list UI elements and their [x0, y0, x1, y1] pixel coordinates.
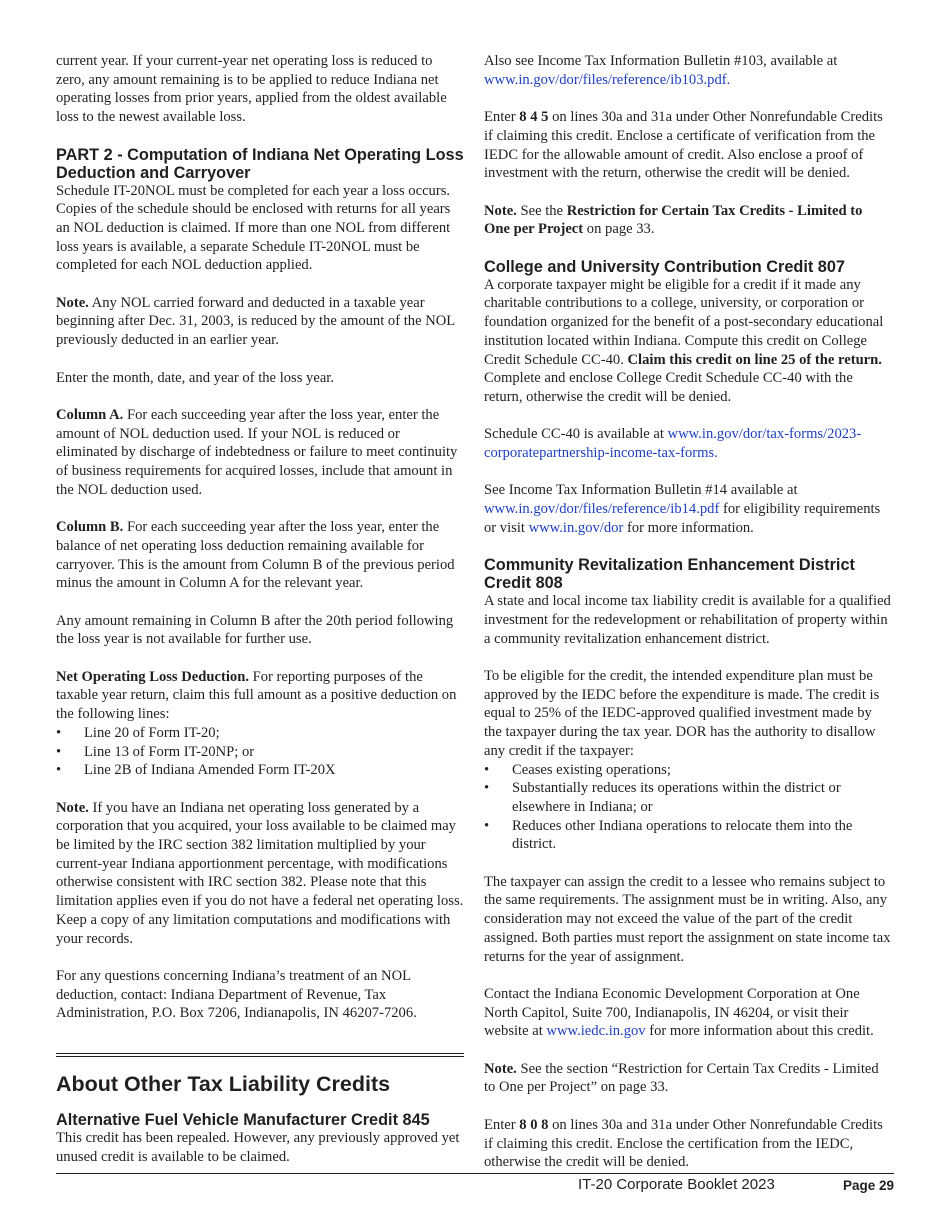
page-number: Page 29: [842, 1178, 894, 1193]
note-text: Any NOL carried forward and deducted in a taxable year beginning after Dec. 31, 2003, is reduced by the amount of the NOL previously deducted in an earlier year.: [56, 294, 455, 349]
note-label: Note.: [56, 294, 89, 311]
list-item: • Substantially reduces its operations within the district or elsewhere in Indiana; or: [484, 779, 892, 816]
contact-paragraph: [484, 985, 892, 1041]
note-section-paragraph: [484, 1060, 892, 1097]
note-label: Note.: [56, 799, 89, 816]
college-credit-heading: College and University Contribution Credit 807: [484, 257, 845, 276]
community-credit-paragraph: A state and local income tax liability credit is available for a qualified investment for the redevelopment or rehabilitation of property within a community revitalization enhancement district.: [484, 593, 891, 647]
list-item: • Line 20 of Form IT-20;: [56, 724, 464, 743]
note-acquired-paragraph: [56, 799, 464, 949]
contact-text: Contact the Indiana Economic Development Corporation at One North Capitol, Suite 700, Indianapolis, IN 46204, or visit their website at: [484, 985, 860, 1040]
nol-lines-list: [56, 724, 464, 780]
contact-post-text: for more information about this credit.: [645, 1023, 874, 1040]
enter-845-text: on lines 30a and 31a under Other Nonrefundable Credits if claiming this credit. Enclose a certificate of verification from the IEDC for the allowable amount of credit. Also enclose a proof of investment with the return, otherwise the credit will be denied.: [484, 109, 883, 182]
note-text: See the section “Restriction for Certain Tax Credits - Limited to One per Project” on page 33.: [484, 1060, 879, 1096]
right-column: [484, 52, 892, 1172]
eligibility-paragraph: To be eligible for the credit, the intended expenditure plan must be approved by the IEDC before the expenditure is made. The credit is equal to 25% of the IEDC-approved qualified investment made by the taxpayer during the tax year. DOR has the authority to disallow any credit if the taxpayer:: [484, 667, 880, 759]
dor-link[interactable]: www.in.gov/dor: [528, 519, 624, 536]
alt-fuel-paragraph: This credit has been repealed. However, any previously approved yet unused credit is available to be claimed.: [56, 1130, 460, 1165]
eligibility-list: [484, 761, 892, 855]
bulletin-103-link[interactable]: www.in.gov/dor/files/reference/ib103.pdf.: [484, 71, 731, 88]
enter-text: Enter: [484, 109, 520, 126]
column-b-label: Column B.: [56, 519, 124, 536]
column-b-paragraph: [56, 518, 464, 593]
enter-text: Enter: [484, 1116, 520, 1133]
note-restriction-paragraph: [484, 202, 892, 239]
college-bold-text: Claim this credit on line 25 of the return.: [627, 351, 882, 368]
bulletin-14-mid-text: for eligibility requirements or visit: [484, 501, 881, 536]
note-text: If you have an Indiana net operating loss generated by a corporation that you acquired, your loss available to be claimed may be limited by the IRC section 382 limitation multiplied by your current-year Indiana apportionment percentage, with modifications otherwise consistent with IRC section 382. Please note that this limitation applies even if you do not have a federal net operating loss. Keep a copy of any limitation computations and modifications with your records.: [56, 799, 464, 947]
cc40-paragraph: [484, 425, 892, 462]
column-a-label: Column A.: [56, 406, 124, 423]
restriction-bold-text: Restriction for Certain Tax Credits - Limited to One per Project: [484, 202, 863, 238]
footer-booklet-title: IT-20 Corporate Booklet 2023: [578, 1176, 775, 1193]
note-page-text: on page 33.: [583, 221, 655, 238]
alt-fuel-heading: Alternative Fuel Vehicle Manufacturer Credit 845: [56, 1111, 430, 1130]
nol-deduction-paragraph: [56, 668, 464, 724]
bulletin-14-paragraph: [484, 481, 892, 537]
nol-deduction-text: For reporting purposes of the taxable year return, claim this full amount as a positive deduction on the following lines:: [56, 668, 457, 723]
cc40-link[interactable]: www.in.gov/dor/tax-forms/2023-corporatepartnership-income-tax-forms.: [484, 426, 862, 461]
assignment-paragraph: The taxpayer can assign the credit to a lessee who remains subject to the same requirements. The assignment must be in writing. Also, any consideration may not exceed the value of the part of the credit assigned. Both parties must report the assignment on state income tax returns for the year of assignment.: [484, 873, 891, 965]
bulletin-14-link[interactable]: www.in.gov/dor/files/reference/ib14.pdf: [484, 501, 720, 518]
section-divider: [56, 1053, 464, 1057]
enter-845-paragraph: [484, 108, 892, 183]
left-column: [56, 52, 464, 1166]
about-credits-heading: About Other Tax Liability Credits: [56, 1072, 391, 1097]
enter-loss-year-paragraph: Enter the month, date, and year of the loss year.: [56, 369, 335, 386]
list-item: • Reduces other Indiana operations to relocate them into the district.: [484, 817, 892, 854]
column-a-paragraph: [56, 406, 464, 500]
remaining-paragraph: Any amount remaining in Column B after the 20th period following the loss year is not available for further use.: [56, 612, 454, 648]
note-nol-paragraph: [56, 294, 464, 350]
credit-code-808: 8 0 8: [519, 1116, 549, 1133]
note-label: Note.: [484, 1060, 517, 1077]
list-item: • Line 2B of Indiana Amended Form IT-20X: [56, 761, 464, 780]
college-post-text: Complete and enclose College Credit Schedule CC-40 with the return, otherwise the credit will be denied.: [484, 370, 853, 405]
note-text: See the: [516, 202, 567, 219]
nol-deduction-label: Net Operating Loss Deduction.: [56, 668, 249, 685]
note-label: Note.: [484, 202, 517, 219]
cc40-text: Schedule CC-40 is available at: [484, 426, 668, 443]
iedc-link[interactable]: www.iedc.in.gov: [546, 1023, 646, 1040]
list-item: • Line 13 of Form IT-20NP; or: [56, 743, 464, 762]
list-item: • Ceases existing operations;: [484, 761, 892, 780]
credit-code-845: 8 4 5: [519, 109, 549, 126]
bulletin-103-text: Also see Income Tax Information Bulletin #103, available at: [484, 53, 838, 69]
questions-paragraph: For any questions concerning Indiana’s treatment of an NOL deduction, contact: Indiana Department of Revenue, Tax Administration, P.O. Box 7206, Indianapolis, IN 46207-7206.: [56, 967, 417, 1022]
bulletin-14-post-text: for more information.: [623, 519, 754, 536]
bulletin-14-text: See Income Tax Information Bulletin #14 available at: [484, 482, 798, 499]
part2-heading: PART 2 - Computation of Indiana Net Operating Loss Deduction and Carryover: [56, 145, 464, 182]
enter-808-text: on lines 30a and 31a under Other Nonrefundable Credits if claiming this credit. Enclose the certification from the IEDC, otherwise the credit will be denied.: [484, 1116, 883, 1171]
column-b-text: For each succeeding year after the loss year, enter the balance of net operating loss deduction remaining available for carryover. This is the amount from Column B of the previous period minus the amount in Column A for the relevant year.: [56, 519, 455, 592]
intro-paragraph: current year. If your current-year net operating loss is reduced to zero, any amount remaining is to be applied to reduce Indiana net operating losses from prior years, applied from the oldest available loss to the newest available loss.: [56, 53, 447, 126]
bulletin-103-paragraph: [484, 52, 892, 89]
part2-paragraph: Schedule IT-20NOL must be completed for each year a loss occurs. Copies of the schedule should be enclosed with returns for all years an NOL deduction is claimed. If more than one NOL from different loss years is available, a separate Schedule IT-20NOL must be completed for each NOL deduction applied.: [56, 182, 451, 274]
footer-rule: [56, 1173, 894, 1174]
college-text: A corporate taxpayer might be eligible for a credit if it made any charitable contributions to a college, university, or corporation or foundation organized for the benefit of a post-secondary educational institution located within Indiana. Compute this credit on College Credit Schedule CC-40.: [484, 276, 884, 368]
college-credit-paragraph: [484, 276, 892, 407]
community-credit-heading: Community Revitalization Enhancement District Credit 808: [484, 556, 855, 593]
enter-808-paragraph: [484, 1116, 892, 1172]
column-a-text: For each succeeding year after the loss year, enter the amount of NOL deduction used. If your NOL is reduced or eliminated by discharge of indebtedness or failure to meet continuity of business requirements for acquired losses, include that amount in the NOL deduction used.: [56, 406, 458, 498]
